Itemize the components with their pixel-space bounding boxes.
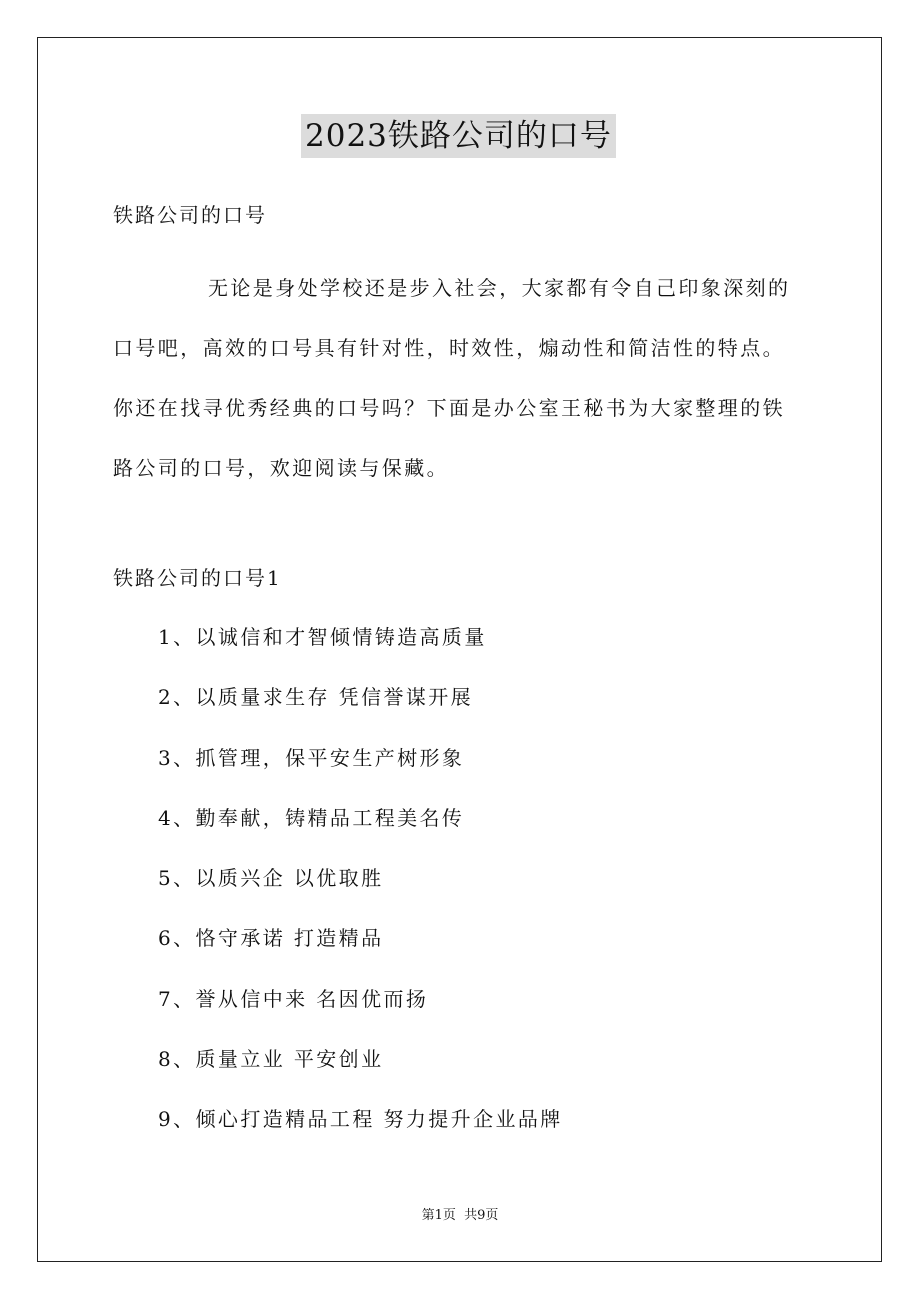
slogan-list xyxy=(158,622,563,1165)
section-heading: 铁路公司的口号1 xyxy=(113,566,282,590)
slogan-item: 9、倾心打造精品工程 努力提升企业品牌 xyxy=(158,1107,563,1132)
slogan-item: 5、以质兴企 以优取胜 xyxy=(158,866,384,891)
slogan-item: 2、以质量求生存 凭信誉谋开展 xyxy=(158,685,474,710)
slogan-item: 3、抓管理，保平安生产树形象 xyxy=(158,745,465,770)
slogan-item: 7、誉从信中来 名因优而扬 xyxy=(158,986,429,1011)
slogan-item: 6、恪守承诺 打造精品 xyxy=(158,926,384,951)
intro-paragraph xyxy=(113,258,813,498)
slogan-item: 4、勤奉献，铸精品工程美名传 xyxy=(158,805,465,830)
intro-line: 无论是身处学校还是步入社会，大家都有令自己印象深刻的 xyxy=(208,276,791,300)
intro-line: 你还在找寻优秀经典的口号吗？下面是办公室王秘书为大家整理的铁 xyxy=(113,396,785,420)
document-subtitle: 铁路公司的口号 xyxy=(113,203,267,227)
slogan-item: 8、质量立业 平安创业 xyxy=(158,1047,384,1072)
document-title: 2023铁路公司的口号 xyxy=(301,114,616,158)
slogan-item: 1、以诚信和才智倾情铸造高质量 xyxy=(158,625,487,649)
page-footer: 第1页 共9页 xyxy=(421,1208,499,1223)
intro-line: 路公司的口号，欢迎阅读与保藏。 xyxy=(113,456,449,480)
intro-line: 口号吧，高效的口号具有针对性，时效性，煽动性和简洁性的特点。 xyxy=(113,336,785,360)
